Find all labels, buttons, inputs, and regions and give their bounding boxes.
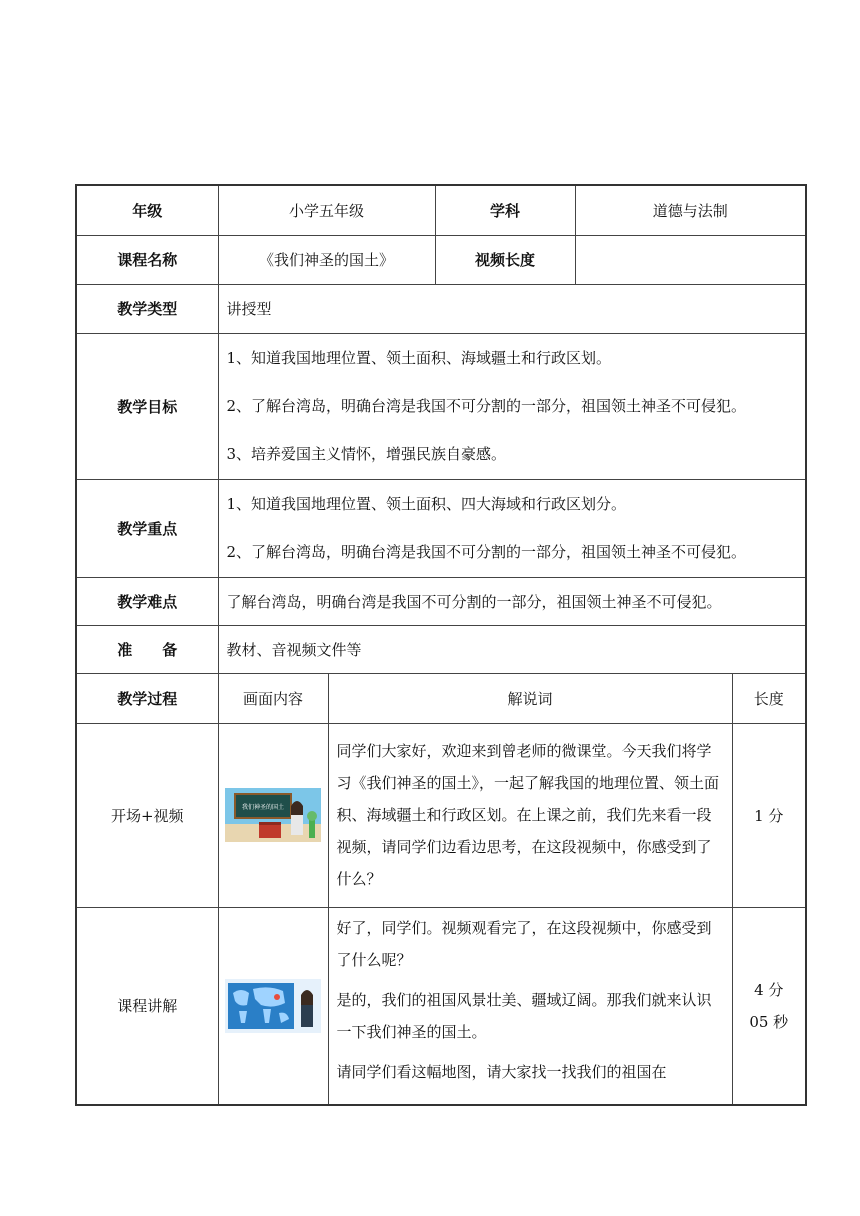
row-step-intro xyxy=(76,723,806,907)
goal-item: 1、知道我国地理位置、领土面积、海域疆土和行政区划。 xyxy=(226,349,612,367)
row-step-lecture xyxy=(76,907,806,1105)
key-points-cell xyxy=(218,479,806,577)
difficulty-label: 教学难点 xyxy=(76,577,218,625)
col-narration-header: 解说词 xyxy=(328,673,732,723)
grade-label: 年级 xyxy=(76,185,218,235)
teach-type-label: 教学类型 xyxy=(76,284,218,333)
narration-clip xyxy=(337,908,724,1104)
classroom-thumbnail xyxy=(225,788,321,842)
prep-value: 教材、音视频文件等 xyxy=(218,625,806,673)
goal-item: 3、培养爱国主义情怀，增强民族自豪感。 xyxy=(226,445,507,463)
course-value: 《我们神圣的国土》 xyxy=(218,235,435,284)
thumb-cell xyxy=(218,907,328,1105)
col-length-header: 长度 xyxy=(732,673,806,723)
grade-value: 小学五年级 xyxy=(218,185,435,235)
col-content-header: 画面内容 xyxy=(218,673,328,723)
row-goals xyxy=(76,333,806,479)
step-narration xyxy=(328,723,732,907)
row-key-points xyxy=(76,479,806,577)
video-length-label: 视频长度 xyxy=(435,235,575,284)
row-course xyxy=(76,235,806,284)
video-length-value xyxy=(575,235,806,284)
lesson-plan-table xyxy=(75,184,807,1106)
narration-text: 是的，我们的祖国风景壮美、疆域辽阔。那我们就来认识一下我们神圣的国土。 xyxy=(336,990,712,1041)
goals-cell xyxy=(218,333,806,479)
prep-label: 准 备 xyxy=(76,625,218,673)
thumbnail-board-text: 我们神圣的国土 xyxy=(241,804,285,811)
row-teach-type xyxy=(76,284,806,333)
narration-text: 请同学们看这幅地图，请大家找一找我们的祖国在 xyxy=(336,1062,667,1081)
process-label: 教学过程 xyxy=(76,673,218,723)
key-point-item: 2、了解台湾岛，明确台湾是我国不可分割的一部分，祖国领土神圣不可侵犯。 xyxy=(226,543,747,561)
step-length: 1 分 xyxy=(732,723,806,907)
step-narration xyxy=(328,907,732,1105)
map-thumbnail xyxy=(225,979,321,1033)
difficulty-value: 了解台湾岛，明确台湾是我国不可分割的一部分，祖国领土神圣不可侵犯。 xyxy=(218,577,806,625)
course-label: 课程名称 xyxy=(76,235,218,284)
step-length-text: 4 分 05 秒 xyxy=(749,980,789,1031)
teach-type-value: 讲授型 xyxy=(218,284,806,333)
narration-text: 同学们大家好，欢迎来到曾老师的微课堂。今天我们将学习《我们神圣的国土》，一起了解我国的地理位置、领土面积、海域疆土和行政区划。在上课之前，我们先来看一段视频，请同学们边看边思考，在这段视频中，你感受到了什么？ xyxy=(336,742,720,888)
goals-label: 教学目标 xyxy=(76,333,218,479)
key-points-label: 教学重点 xyxy=(76,479,218,577)
step-name: 课程讲解 xyxy=(76,907,218,1105)
row-difficulty xyxy=(76,577,806,625)
row-process-header xyxy=(76,673,806,723)
row-grade xyxy=(76,185,806,235)
subject-label: 学科 xyxy=(435,185,575,235)
narration-text: 好了，同学们。视频观看完了，在这段视频中，你感受到了什么呢？ xyxy=(336,918,712,969)
thumb-cell xyxy=(218,723,328,907)
step-name: 开场+视频 xyxy=(76,723,218,907)
goal-item: 2、了解台湾岛，明确台湾是我国不可分割的一部分，祖国领土神圣不可侵犯。 xyxy=(226,397,747,415)
row-prep xyxy=(76,625,806,673)
step-length xyxy=(732,907,806,1105)
key-point-item: 1、知道我国地理位置、领土面积、四大海域和行政区划分。 xyxy=(226,495,627,513)
subject-value: 道德与法制 xyxy=(575,185,806,235)
